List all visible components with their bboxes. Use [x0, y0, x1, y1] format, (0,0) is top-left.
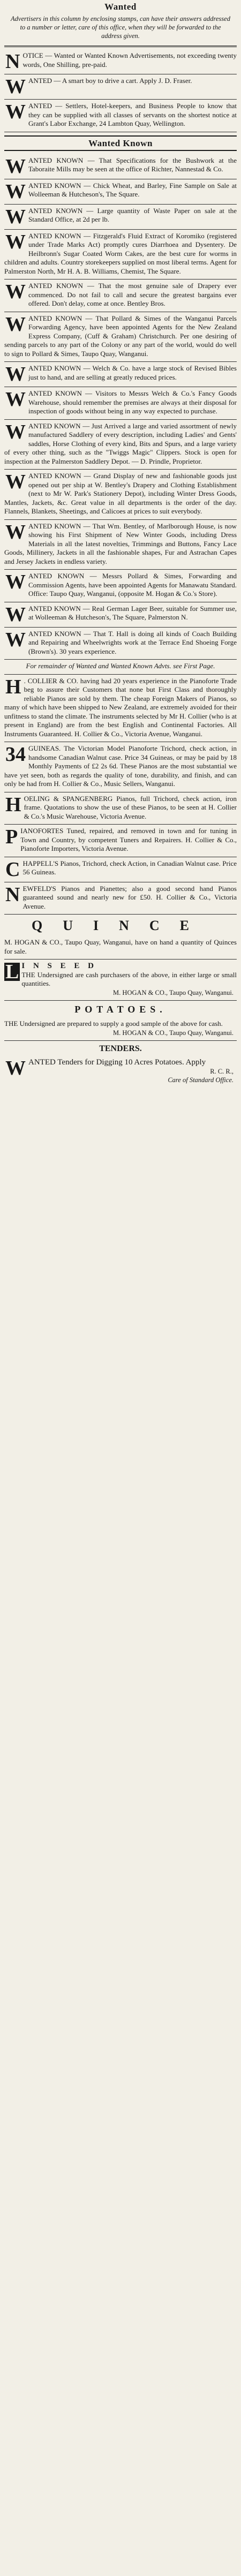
- classified-ad: [4, 387, 237, 420]
- classified-ad: [4, 470, 237, 520]
- ad-lead-letter: 34: [5, 743, 26, 766]
- ad-lead-letter: N: [5, 883, 20, 906]
- ad-text: ANTED KNOWN — That T. Hall is doing all kinds of Coach Building and Repairing and Wheelwrights work at the Terrace End Shoeing Forge (Brown's). 30 years experience.: [28, 629, 237, 655]
- ad-text: ANTED KNOWN — Just Arrived a large and varied assortment of newly manufactured Saddlery of every description, including Ladies' and Gents' saddles, Horse Clothing of every kind, Bits and Spurs, and a large variety of every other thing, such as the "Twiggs Magic" Clippers. Stock is open for inspection at the Palmerston Saddlery Depot. — D. Prindle, Proprietor.: [4, 421, 237, 465]
- ad-text: ANTED KNOWN — Real German Lager Beer, suitable for Summer use, at Wolleeman & Hutcheson's, The Square, Palmerston N.: [28, 604, 237, 621]
- classified-ad: [4, 628, 237, 660]
- tenders-signature-initials: R. C. R.,: [210, 1067, 234, 1075]
- classified-ad: [4, 602, 237, 628]
- tenders-heading: TENDERS.: [99, 1044, 142, 1053]
- classified-column: [4, 0, 237, 1088]
- classified-ad: [4, 154, 237, 179]
- ad-lead-letter: W: [5, 520, 26, 543]
- classified-ad: [4, 792, 237, 825]
- ad-text: EWFELD'S Pianos and Pianettes; also a good second hand Pianos guaranteed sound and nearly new for £50. H. Collier & Co., Victoria Avenue.: [22, 884, 237, 910]
- ads-group-wanted: [4, 49, 237, 132]
- ad-lead-letter: W: [5, 75, 26, 98]
- linseed-heading: I N S E E D: [21, 962, 97, 970]
- quince-heading: QUINCE: [31, 918, 209, 933]
- classified-ad: [4, 312, 237, 362]
- ad-text: OELING & SPANGENBERG Pianos, full Trichord, check action, iron frame. Quotations to show the use of these Pianos, to be seen at H. Collier & Co.'s Music Warehouse, Victoria Avenue.: [24, 794, 237, 820]
- ad-text: ANTED KNOWN — That Wm. Bentley, of Marlborough House, is now showing his First Shipment of New Winter Goods, including Dress Materials in all the latest novelties, Trimmings and Buttons, Fancy Lace Goods, Millinery, Jackets in all the fashionable shapes, Fur and Astrachan Capes and Jersey Jackets in endless variety.: [4, 522, 237, 565]
- section-header-wanted-known: Wanted Known: [4, 135, 237, 151]
- ad-text: ANTED KNOWN — That Pollard & Simes of the Wanganui Parcels Forwarding Agency, have been appointed Agents for the New Zealand Express Company, (Cuff & Graham) Christchurch. Per one desiring of sending parcels to any part of the Colony or any part of the world, would do well to sign to Pollard & Simes, Taupo Quay, Wanganui.: [4, 314, 237, 358]
- classified-ad: [4, 100, 237, 132]
- ad-lead-letter: H: [5, 793, 21, 816]
- tenders-lead-letter: W: [5, 1057, 26, 1079]
- column-header-wanted: Wanted: [104, 2, 137, 12]
- linseed-signature: M. HOGAN & CO., Taupo Quay, Wanganui.: [113, 988, 234, 996]
- column-intro: Advertisers in this column by enclosing stamps, can have their answers addressed to a number or letter, care of this office, when they will be forwarded to the address given.: [11, 15, 230, 40]
- ad-lead-letter: W: [5, 420, 26, 443]
- ad-text: ANTED KNOWN — That Specifications for the Bushwork at the Taboraite Mills may be seen at the office of Richter, Nannestad & Co.: [28, 156, 237, 173]
- classified-ad: [4, 74, 237, 100]
- classified-ad: [4, 279, 237, 312]
- ad-lead-letter: W: [5, 281, 26, 303]
- ad-text: HAPPELL'S Pianos, Trichord, check Action, in Canadian Walnut case. Price 56 Guineas.: [22, 859, 237, 876]
- tenders-signature-address: Care of Standard Office.: [168, 1076, 234, 1084]
- tenders-ad-text: ANTED Tenders for Digging 10 Acres Potatoes. Apply: [28, 1058, 206, 1067]
- ad-text: ANTED KNOWN — Grand Display of new and fashionable goods just opened out per ship at W. Bentley's Drapery and Clothing Establishment (next to Mr W. Park's Stationery Depot), including Winter Dress Goods, Mantles, Jackets, &c. Great value in all departments is the order of the day. Flannels, Blankets, Sheetings, and Calicoes at prices to suit everybody.: [4, 472, 237, 515]
- ad-text: ANTED KNOWN — Welch & Co. have a large stock of Revised Bibles just to hand, and are selling at greatly reduced prices.: [28, 364, 237, 381]
- ad-text: . COLLIER & CO. having had 20 years experience in the Pianoforte Trade beg to assure their Customers that none but First Class and thoroughly reliable Pianos are sold by them. The cheap Foreign Makers of Pianos, so many of which have been shipped to New Zealand, are extremely avoided for their unfitness to stand the climate. The instruments selected by Mr H. Collier (who is at present in England) are from the best English and Continental Factories. All Instruments Guaranteed. H. Collier & Co., Victoria Avenue, Wanganui.: [4, 676, 237, 738]
- classified-ad: [4, 675, 237, 743]
- potatoes-heading: POTATOES.: [74, 1004, 167, 1015]
- classified-ad: [4, 205, 237, 230]
- ad-lead-letter: W: [5, 101, 26, 123]
- ad-text: IANOFORTES Tuned, repaired, and removed in town and for tuning in Town and Country, by competent Tuners and Repairers. H. Collier & Co., Pianoforte Importers, Victoria Avenue.: [20, 827, 237, 852]
- ads-group-wanted-known: [4, 154, 237, 660]
- ad-lead-letter: N: [5, 50, 20, 73]
- ad-lead-letter: W: [5, 471, 26, 493]
- classified-ad: [4, 230, 237, 280]
- ad-lead-letter: W: [5, 603, 26, 626]
- ad-lead-letter: W: [5, 628, 26, 651]
- classified-ad: [4, 420, 237, 470]
- linseed-ad-text: THE Undersigned are cash purchasers of the above, in either large or small quantities.: [21, 970, 237, 987]
- continuation-note: [4, 660, 237, 675]
- ad-text: GUINEAS. The Victorian Model Pianoforte Trichord, check action, in handsome Canadian Walnut case. Price 34 Guineas, or may be paid by 18 Monthly Payments of £2 2s 6d. These Pianos are the most substantial we have yet seen, both as regards the quality of tone, durability, and finish, and can only be had from H. Collier & Co., Music Sellers, Wanganui.: [4, 744, 237, 788]
- classified-ad: [4, 882, 237, 915]
- ad-text: ANTED KNOWN — Messrs Pollard & Simes, Forwarding and Commission Agents, have been appointed Agents for Manawatu Standard. Office: Taupo Quay, Wanganui, (opposite M. Hogan & Co.'s Store).: [28, 572, 237, 598]
- ad-lead-letter: W: [5, 388, 26, 411]
- ad-text: ANTED KNOWN — Fitzgerald's Fluid Extract of Koromiko (registered under Trade Marks Act) promptly cures Diarrhoea and Dysentery. De Heilbronn's Sugar Coated Worm Cakes, are the best cure for worms in children and adults. Country storekeepers supplied on most liberal terms. Agent for Palmerston North, Mr H. A. B. Williams, Chemist, The Square.: [4, 231, 237, 275]
- classified-ad: [4, 570, 237, 602]
- ad-lead-letter: H: [5, 675, 21, 698]
- classified-ad: [4, 742, 237, 792]
- classified-ad: [4, 520, 237, 570]
- classified-ad: [4, 179, 237, 205]
- quince-ad: [4, 936, 237, 960]
- ad-text: ANTED KNOWN — Large quantity of Waste Paper on sale at the Standard Office, at 2d per lb.: [28, 206, 237, 223]
- ad-text: ANTED KNOWN — That the most genuine sale of Drapery ever commenced. Do not fail to call and secure the greatest bargains ever offered. Don't delay, come at once. Bentley Bros.: [28, 282, 237, 307]
- ad-text: ANTED KNOWN — Chick Wheat, and Barley, Fine Sample on Sale at Wolleeman & Hutcheson's, The Square.: [28, 181, 237, 198]
- classified-ad: [4, 49, 237, 74]
- classified-ad: [4, 362, 237, 387]
- linseed-ad: [4, 960, 237, 1001]
- ad-text: ANTED — A smart boy to drive a cart. Apply J. D. Fraser.: [28, 77, 192, 85]
- ad-lead-letter: W: [5, 205, 26, 228]
- divider: [4, 46, 237, 47]
- ad-lead-letter: C: [5, 858, 20, 881]
- ad-lead-letter: W: [5, 180, 26, 203]
- potatoes-ad: [4, 1017, 237, 1041]
- ads-group-pianos: [4, 675, 237, 915]
- ad-text: OTICE — Wanted or Wanted Known Advertisements, not exceeding twenty words, One Shilling, pre-paid.: [22, 51, 237, 69]
- tenders-ad: [4, 1056, 237, 1088]
- ad-lead-letter: W: [5, 155, 26, 178]
- ad-text: ANTED KNOWN — Visitors to Messrs Welch & Co.'s Fancy Goods Warehouse, should remember the premises are always at their disposal for inspection of goods without being in any way expected to purchase.: [28, 389, 237, 415]
- classified-ad: [4, 857, 237, 882]
- ad-lead-letter: W: [5, 230, 26, 253]
- potatoes-signature: M. HOGAN & CO., Taupo Quay, Wanganui.: [113, 1029, 234, 1037]
- ad-lead-letter: W: [5, 363, 26, 386]
- linseed-lead-letter: L: [5, 961, 19, 983]
- continuation-note-text: For remainder of Wanted and Wanted Known Advts. see First Page.: [26, 662, 215, 670]
- quince-ad-text: M. HOGAN & CO., Taupo Quay, Wanganui, have on hand a quantity of Quinces for sale.: [4, 938, 237, 955]
- ad-lead-letter: W: [5, 571, 26, 593]
- ad-lead-letter: W: [5, 313, 26, 336]
- ad-text: ANTED — Settlers, Hotel-keepers, and Business People to know that they can be supplied with all classes of servants on the shortest notice at Grant's Labor Exchange, 24 Lambton Quay, Wellington.: [28, 102, 237, 127]
- potatoes-ad-text: THE Undersigned are prepared to supply a good sample of the above for cash.: [4, 1019, 223, 1028]
- ad-lead-letter: P: [5, 826, 18, 848]
- classified-ad: [4, 825, 237, 857]
